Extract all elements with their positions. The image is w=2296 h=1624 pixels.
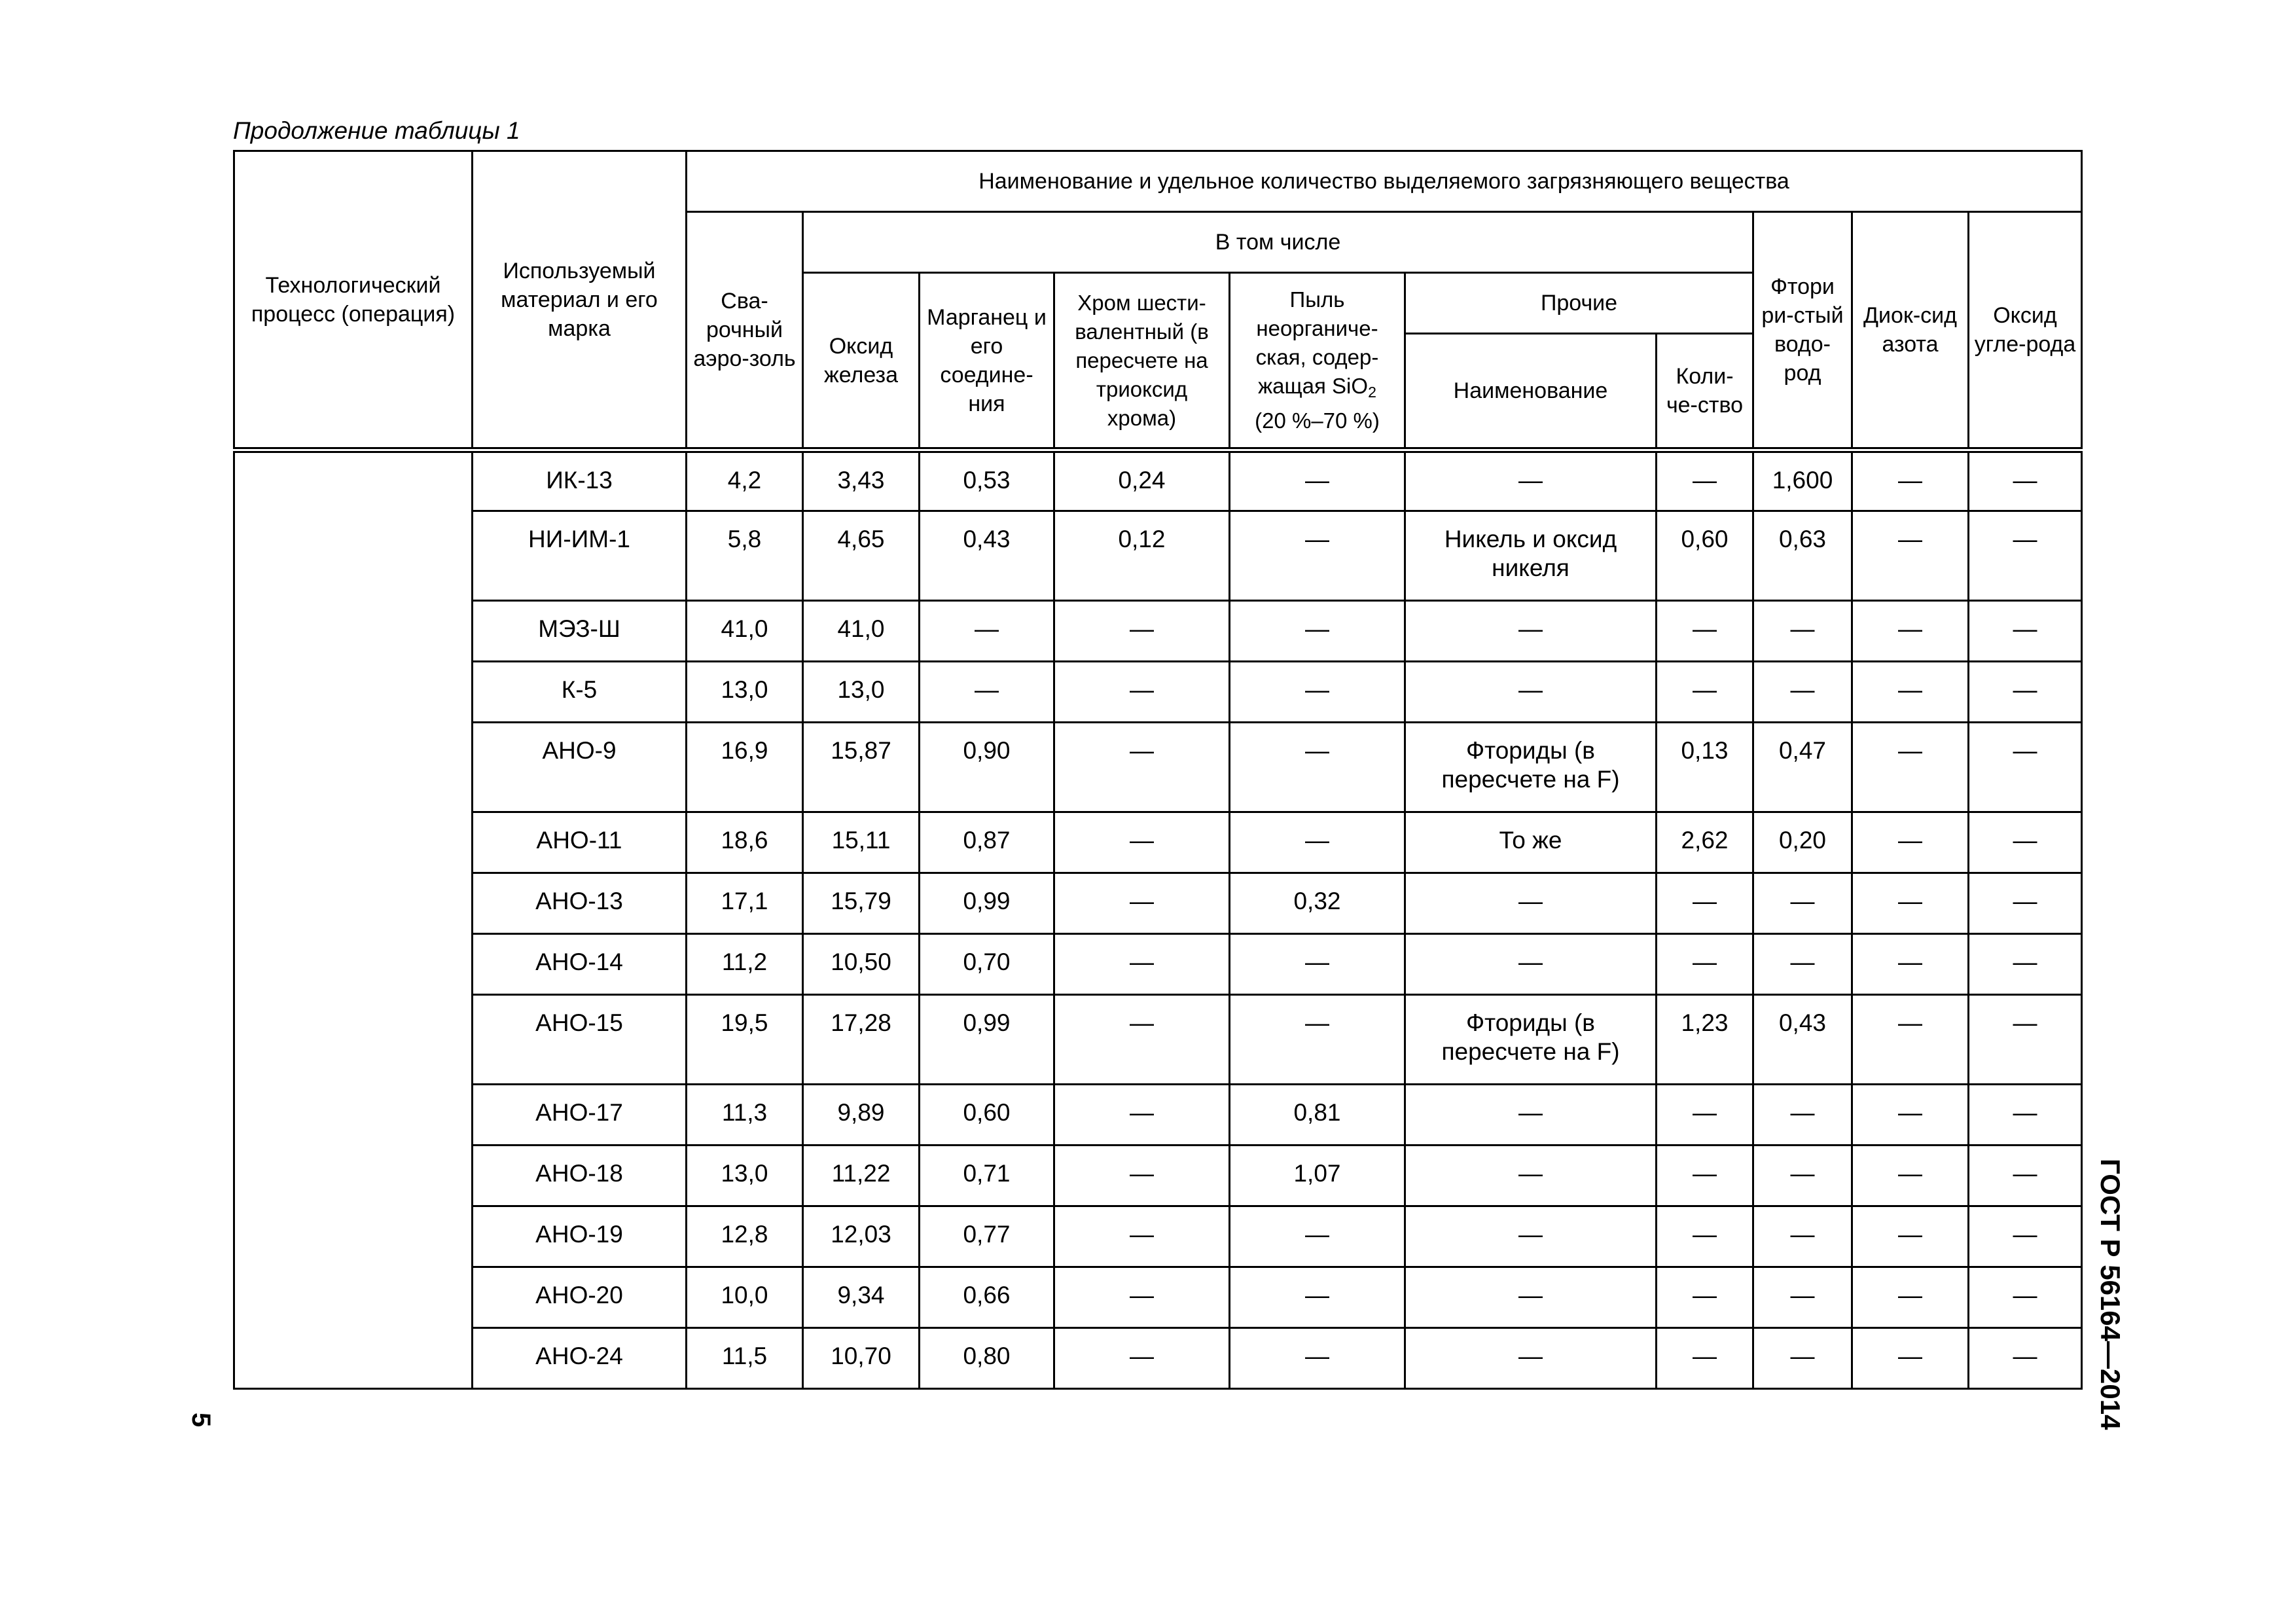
hf-cell: —	[1753, 1206, 1852, 1267]
no2-cell: —	[1852, 873, 1969, 934]
manganese-cell: 0,99	[920, 873, 1054, 934]
manganese-cell: 0,80	[920, 1328, 1054, 1389]
aerosol-cell: 18,6	[687, 812, 803, 873]
other-qty-cell: 0,60	[1657, 511, 1753, 601]
other-qty-cell: 1,23	[1657, 995, 1753, 1085]
chromium-cell: —	[1054, 1085, 1230, 1146]
header-hf: Фтори ри-стый водо-род	[1753, 212, 1852, 450]
material-cell: АНО-19	[473, 1206, 687, 1267]
iron-oxide-cell: 13,0	[803, 662, 920, 723]
co-cell: —	[1969, 723, 2082, 812]
hf-cell: —	[1753, 873, 1852, 934]
manganese-cell: 0,66	[920, 1267, 1054, 1328]
iron-oxide-cell: 9,34	[803, 1267, 920, 1328]
material-cell: К-5	[473, 662, 687, 723]
table-row	[234, 1206, 2082, 1267]
no2-cell: —	[1852, 1267, 1969, 1328]
aerosol-cell: 19,5	[687, 995, 803, 1085]
iron-oxide-cell: 15,79	[803, 873, 920, 934]
hf-cell: 0,20	[1753, 812, 1852, 873]
material-cell: АНО-20	[473, 1267, 687, 1328]
other-qty-cell: —	[1657, 1267, 1753, 1328]
dust-cell: 0,32	[1230, 873, 1405, 934]
iron-oxide-cell: 9,89	[803, 1085, 920, 1146]
dust-cell: —	[1230, 995, 1405, 1085]
table-row	[234, 662, 2082, 723]
co-cell: —	[1969, 1206, 2082, 1267]
aerosol-cell: 5,8	[687, 511, 803, 601]
other-name-cell: Фториды (в пересчете на F)	[1405, 995, 1657, 1085]
hf-cell: —	[1753, 1146, 1852, 1206]
co-cell: —	[1969, 1085, 2082, 1146]
header-no2: Диок-сид азота	[1852, 212, 1969, 450]
other-qty-cell: —	[1657, 1085, 1753, 1146]
dust-cell: —	[1230, 1328, 1405, 1389]
dust-cell: —	[1230, 662, 1405, 723]
aerosol-cell: 13,0	[687, 662, 803, 723]
dust-cell: —	[1230, 934, 1405, 995]
other-name-cell: Никель и оксид никеля	[1405, 511, 1657, 601]
chromium-cell: —	[1054, 934, 1230, 995]
aerosol-cell: 11,5	[687, 1328, 803, 1389]
aerosol-cell: 13,0	[687, 1146, 803, 1206]
co-cell: —	[1969, 934, 2082, 995]
table-row	[234, 934, 2082, 995]
hf-cell: —	[1753, 934, 1852, 995]
header-dust-line2: (20 %–70 %)	[1255, 408, 1380, 433]
header-material: Используемый материал и его марка	[473, 151, 687, 450]
table-row	[234, 511, 2082, 601]
hf-cell: —	[1753, 601, 1852, 662]
chromium-cell: —	[1054, 873, 1230, 934]
table-row	[234, 1085, 2082, 1146]
other-name-cell: —	[1405, 1267, 1657, 1328]
iron-oxide-cell: 4,65	[803, 511, 920, 601]
no2-cell: —	[1852, 1206, 1969, 1267]
other-qty-cell: —	[1657, 450, 1753, 511]
chromium-cell: —	[1054, 662, 1230, 723]
manganese-cell: 0,90	[920, 723, 1054, 812]
no2-cell: —	[1852, 511, 1969, 601]
no2-cell: —	[1852, 601, 1969, 662]
other-qty-cell: —	[1657, 662, 1753, 723]
manganese-cell: 0,53	[920, 450, 1054, 511]
other-qty-cell: —	[1657, 1328, 1753, 1389]
other-name-cell: —	[1405, 662, 1657, 723]
table-row	[234, 1328, 2082, 1389]
manganese-cell: 0,43	[920, 511, 1054, 601]
header-dust	[1230, 273, 1405, 450]
co-cell: —	[1969, 511, 2082, 601]
iron-oxide-cell: 12,03	[803, 1206, 920, 1267]
material-cell: АНО-17	[473, 1085, 687, 1146]
aerosol-cell: 41,0	[687, 601, 803, 662]
co-cell: —	[1969, 873, 2082, 934]
header-iron-oxide: Оксид железа	[803, 273, 920, 450]
table-caption: Продолжение таблицы 1	[233, 117, 520, 144]
header-dust-subscript: 2	[1368, 383, 1376, 401]
manganese-cell: 0,87	[920, 812, 1054, 873]
aerosol-cell: 11,2	[687, 934, 803, 995]
hf-cell: —	[1753, 1267, 1852, 1328]
table-row	[234, 723, 2082, 812]
no2-cell: —	[1852, 934, 1969, 995]
table-row	[234, 873, 2082, 934]
dust-cell: —	[1230, 723, 1405, 812]
other-name-cell: —	[1405, 1206, 1657, 1267]
aerosol-cell: 12,8	[687, 1206, 803, 1267]
dust-cell: —	[1230, 1206, 1405, 1267]
dust-cell: —	[1230, 812, 1405, 873]
header-other-qty: Коли-че-ство	[1657, 334, 1753, 450]
header-other: Прочие	[1405, 273, 1753, 334]
manganese-cell: 0,60	[920, 1085, 1054, 1146]
table-body	[234, 450, 2082, 1389]
manganese-cell: 0,70	[920, 934, 1054, 995]
iron-oxide-cell: 10,70	[803, 1328, 920, 1389]
manganese-cell: —	[920, 601, 1054, 662]
other-qty-cell: —	[1657, 934, 1753, 995]
header-aerosol: Сва-рочный аэро-золь	[687, 212, 803, 450]
other-name-cell: —	[1405, 934, 1657, 995]
chromium-cell: 0,24	[1054, 450, 1230, 511]
hf-cell: —	[1753, 1085, 1852, 1146]
no2-cell: —	[1852, 723, 1969, 812]
iron-oxide-cell: 15,87	[803, 723, 920, 812]
no2-cell: —	[1852, 812, 1969, 873]
co-cell: —	[1969, 812, 2082, 873]
aerosol-cell: 17,1	[687, 873, 803, 934]
chromium-cell: —	[1054, 1206, 1230, 1267]
iron-oxide-cell: 15,11	[803, 812, 920, 873]
co-cell: —	[1969, 1267, 2082, 1328]
emissions-table	[233, 150, 2083, 1390]
dust-cell: 0,81	[1230, 1085, 1405, 1146]
hf-cell: —	[1753, 662, 1852, 723]
table-row	[234, 1146, 2082, 1206]
table-row	[234, 601, 2082, 662]
other-name-cell: —	[1405, 1328, 1657, 1389]
co-cell: —	[1969, 995, 2082, 1085]
aerosol-cell: 16,9	[687, 723, 803, 812]
no2-cell: —	[1852, 450, 1969, 511]
chromium-cell: —	[1054, 723, 1230, 812]
chromium-cell: —	[1054, 1328, 1230, 1389]
chromium-cell: —	[1054, 1267, 1230, 1328]
aerosol-cell: 11,3	[687, 1085, 803, 1146]
hf-cell: —	[1753, 1328, 1852, 1389]
chromium-cell: —	[1054, 995, 1230, 1085]
table-row	[234, 450, 2082, 511]
chromium-cell: 0,12	[1054, 511, 1230, 601]
table-row	[234, 995, 2082, 1085]
co-cell: —	[1969, 1328, 2082, 1389]
other-qty-cell: —	[1657, 601, 1753, 662]
other-name-cell: —	[1405, 1146, 1657, 1206]
manganese-cell: 0,99	[920, 995, 1054, 1085]
chromium-cell: —	[1054, 1146, 1230, 1206]
dust-cell: —	[1230, 450, 1405, 511]
header-group-title: Наименование и удельное количество выделяемого загрязняющего вещества	[687, 151, 2082, 212]
hf-cell: 0,43	[1753, 995, 1852, 1085]
document-code: ГОСТ Р 56164—2014	[2095, 1159, 2126, 1430]
other-name-cell: —	[1405, 1085, 1657, 1146]
hf-cell: 0,47	[1753, 723, 1852, 812]
manganese-cell: —	[920, 662, 1054, 723]
manganese-cell: 0,71	[920, 1146, 1054, 1206]
table-row	[234, 812, 2082, 873]
dust-cell: —	[1230, 601, 1405, 662]
other-name-cell: То же	[1405, 812, 1657, 873]
other-name-cell: —	[1405, 601, 1657, 662]
table-header	[234, 151, 2082, 450]
header-other-name: Наименование	[1405, 334, 1657, 450]
header-including: В том числе	[803, 212, 1753, 273]
material-cell: АНО-9	[473, 723, 687, 812]
material-cell: АНО-14	[473, 934, 687, 995]
table-row	[234, 1267, 2082, 1328]
other-name-cell: —	[1405, 450, 1657, 511]
material-cell: АНО-18	[473, 1146, 687, 1206]
process-cell	[234, 450, 473, 1389]
other-qty-cell: 0,13	[1657, 723, 1753, 812]
other-qty-cell: —	[1657, 1206, 1753, 1267]
header-manganese: Марганец и его соедине-ния	[920, 273, 1054, 450]
header-chromium: Хром шести-валентный (в пересчете на триоксид хрома)	[1054, 273, 1230, 450]
iron-oxide-cell: 3,43	[803, 450, 920, 511]
chromium-cell: —	[1054, 812, 1230, 873]
iron-oxide-cell: 17,28	[803, 995, 920, 1085]
other-qty-cell: 2,62	[1657, 812, 1753, 873]
material-cell: НИ-ИМ-1	[473, 511, 687, 601]
material-cell: МЭЗ-Ш	[473, 601, 687, 662]
other-qty-cell: —	[1657, 873, 1753, 934]
hf-cell: 1,600	[1753, 450, 1852, 511]
other-qty-cell: —	[1657, 1146, 1753, 1206]
chromium-cell: —	[1054, 601, 1230, 662]
dust-cell: —	[1230, 511, 1405, 601]
hf-cell: 0,63	[1753, 511, 1852, 601]
material-cell: ИК-13	[473, 450, 687, 511]
manganese-cell: 0,77	[920, 1206, 1054, 1267]
header-process: Технологический процесс (операция)	[234, 151, 473, 450]
material-cell: АНО-13	[473, 873, 687, 934]
dust-cell: 1,07	[1230, 1146, 1405, 1206]
material-cell: АНО-24	[473, 1328, 687, 1389]
material-cell: АНО-11	[473, 812, 687, 873]
other-name-cell: —	[1405, 873, 1657, 934]
no2-cell: —	[1852, 1146, 1969, 1206]
dust-cell: —	[1230, 1267, 1405, 1328]
page-number: 5	[187, 1413, 215, 1428]
co-cell: —	[1969, 601, 2082, 662]
no2-cell: —	[1852, 1328, 1969, 1389]
no2-cell: —	[1852, 662, 1969, 723]
co-cell: —	[1969, 1146, 2082, 1206]
no2-cell: —	[1852, 995, 1969, 1085]
header-co: Оксид угле-рода	[1969, 212, 2082, 450]
header-dust-line1: Пыль неорганиче-ская, содер-жащая SiO	[1255, 287, 1379, 399]
iron-oxide-cell: 41,0	[803, 601, 920, 662]
co-cell: —	[1969, 450, 2082, 511]
iron-oxide-cell: 11,22	[803, 1146, 920, 1206]
other-name-cell: Фториды (в пересчете на F)	[1405, 723, 1657, 812]
aerosol-cell: 4,2	[687, 450, 803, 511]
aerosol-cell: 10,0	[687, 1267, 803, 1328]
iron-oxide-cell: 10,50	[803, 934, 920, 995]
no2-cell: —	[1852, 1085, 1969, 1146]
material-cell: АНО-15	[473, 995, 687, 1085]
co-cell: —	[1969, 662, 2082, 723]
